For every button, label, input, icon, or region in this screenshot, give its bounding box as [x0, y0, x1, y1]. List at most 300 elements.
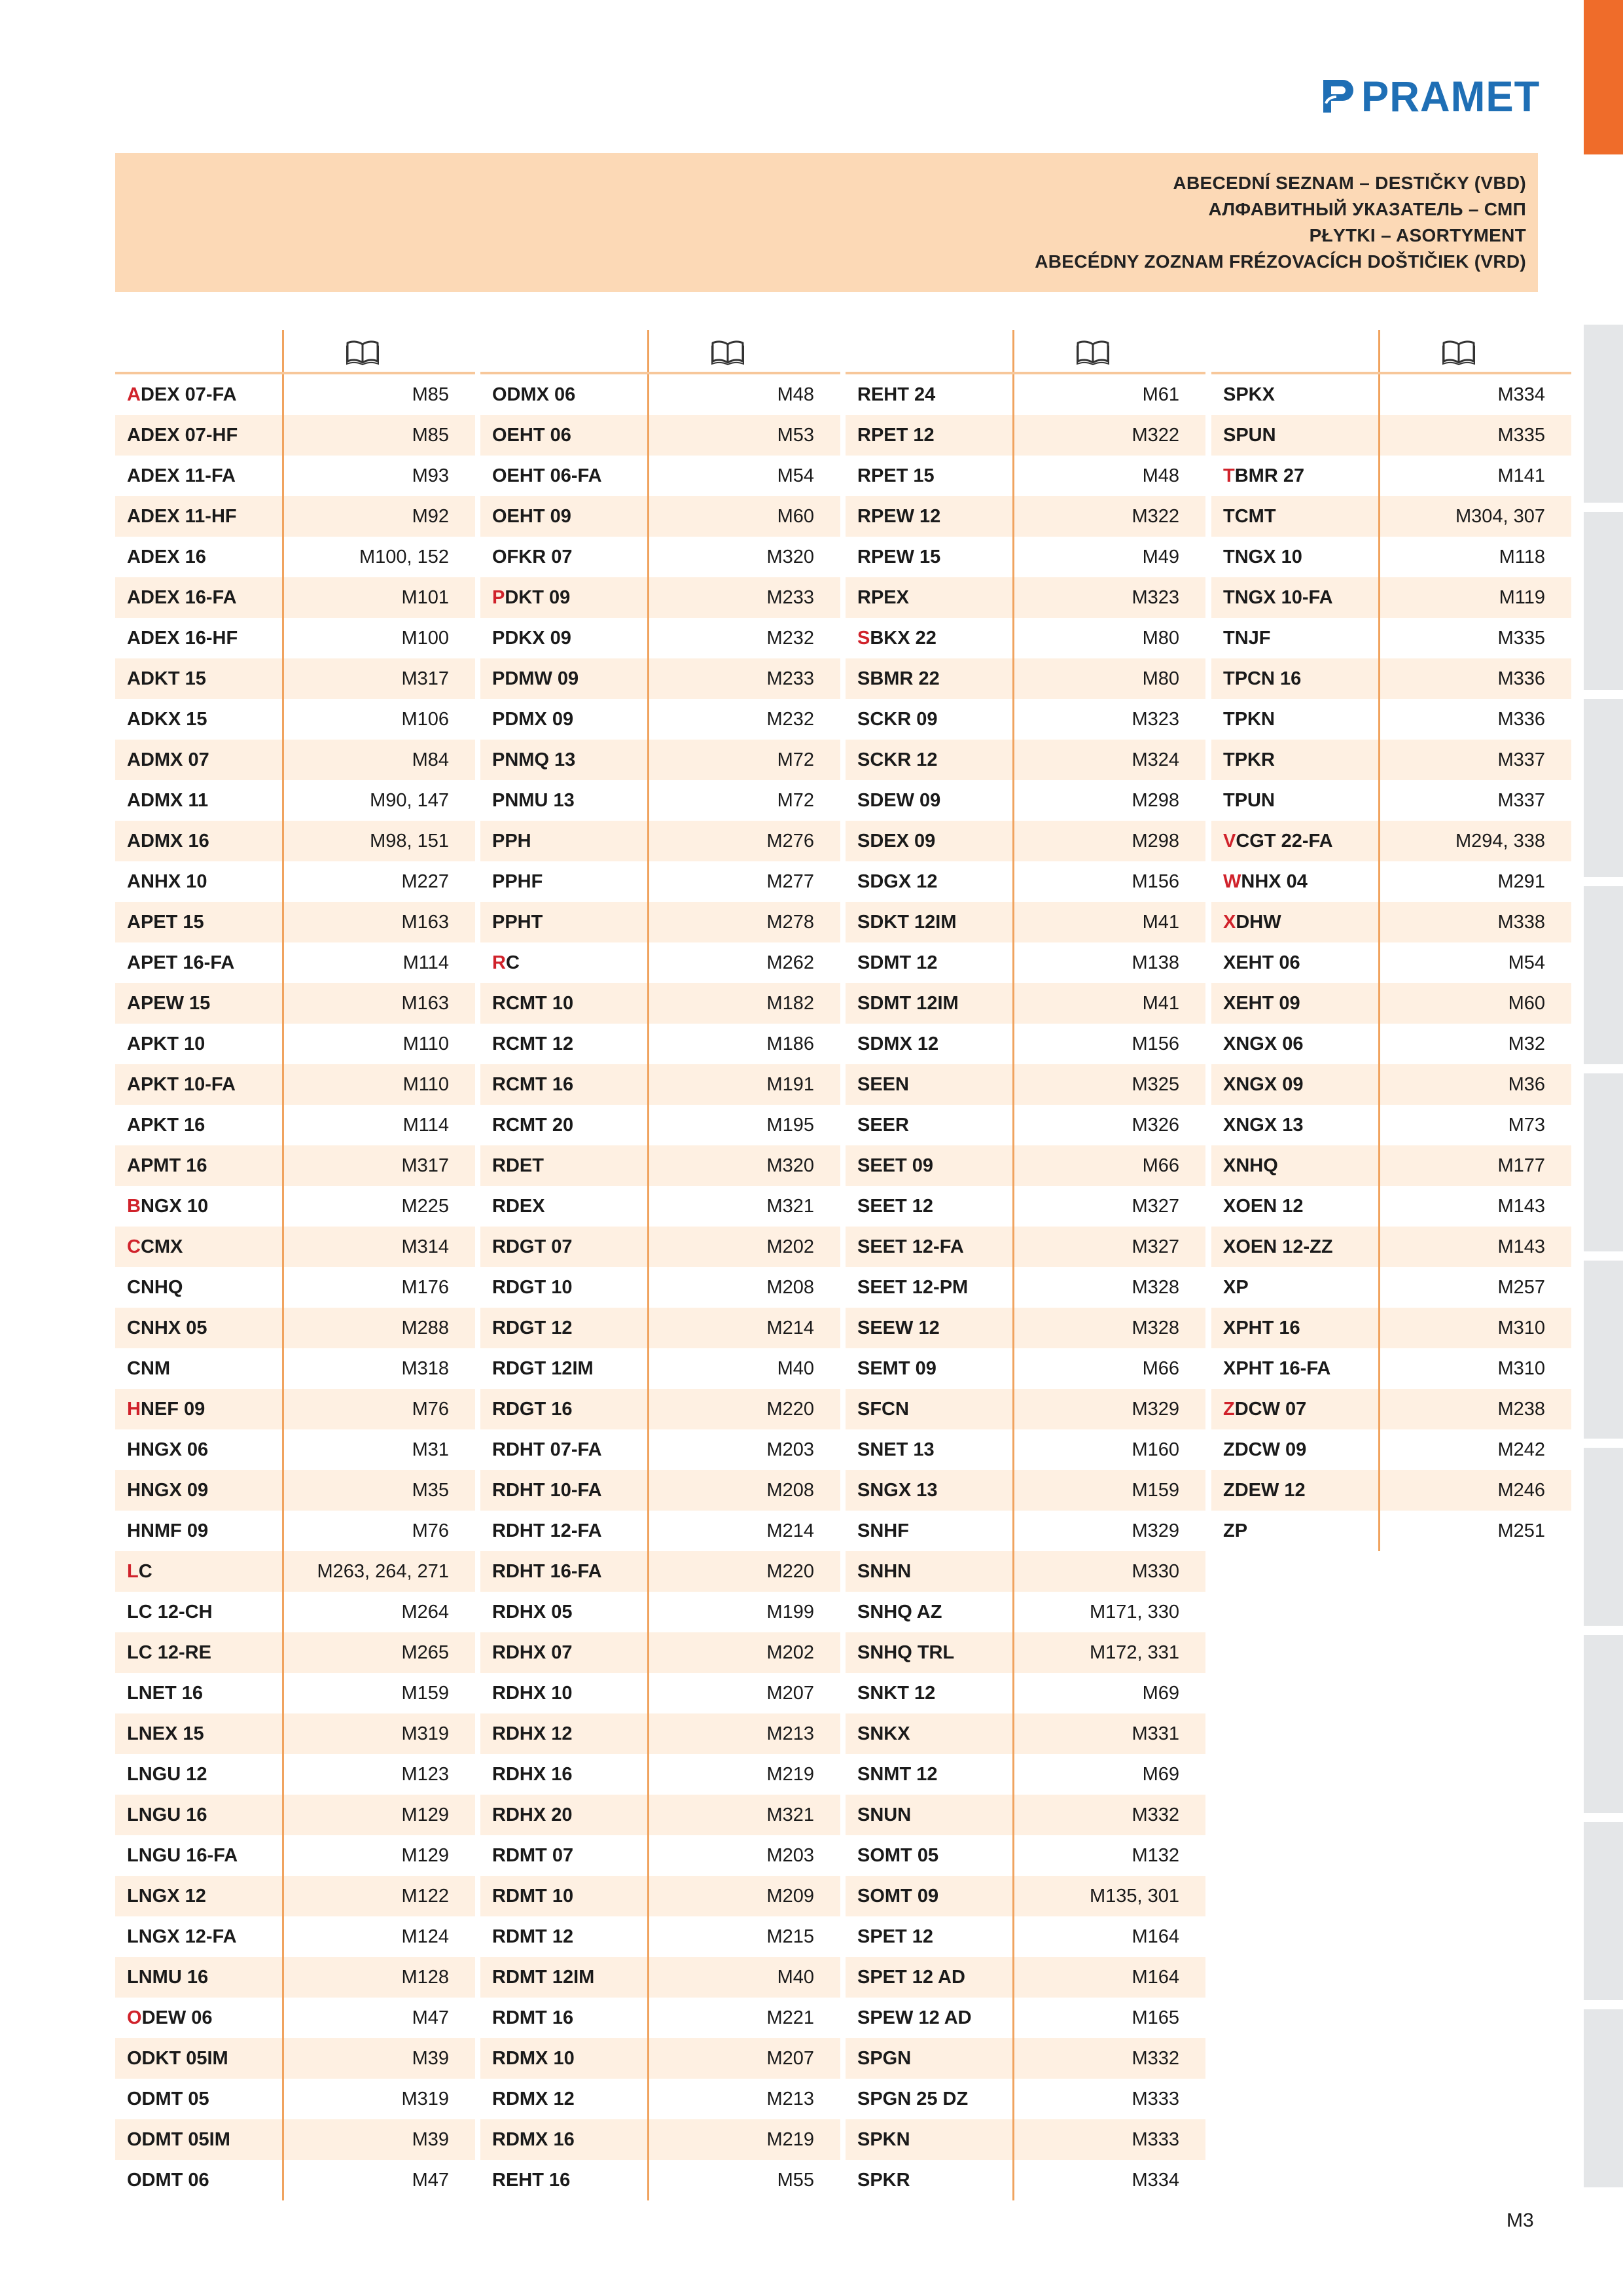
index-row: [115, 577, 475, 618]
insert-code: SDEW 09: [857, 789, 941, 811]
index-row: [480, 1470, 840, 1511]
index-row: [480, 1835, 840, 1876]
index-row: [480, 1267, 840, 1308]
catalog-page-ref: M163: [401, 992, 449, 1014]
index-row: [480, 1998, 840, 2038]
catalog-page-ref: M238: [1497, 1398, 1545, 1420]
catalog-page-ref: M100: [401, 627, 449, 649]
index-row: [480, 1592, 840, 1632]
insert-code: PPHF: [492, 870, 543, 892]
insert-code: PPH: [492, 830, 531, 852]
insert-code: CNHX 05: [127, 1317, 207, 1338]
catalog-page-ref: M98, 151: [370, 830, 449, 852]
insert-code: SDKT 12IM: [857, 911, 957, 933]
insert-code: SNUN: [857, 1804, 912, 1825]
catalog-page-ref: M214: [766, 1520, 814, 1541]
insert-code: APKT 10: [127, 1033, 205, 1054]
insert-code: SNHQ AZ: [857, 1601, 942, 1623]
insert-code: SNKT 12: [857, 1682, 936, 1704]
insert-code: [115, 2007, 282, 2029]
index-row: [480, 1186, 840, 1227]
insert-code: TPKN: [1223, 708, 1275, 730]
insert-code: APET 16-FA: [127, 952, 235, 973]
insert-code: RDMT 10: [492, 1885, 574, 1907]
index-row: [1211, 942, 1571, 983]
index-row: [846, 537, 1205, 577]
catalog-page-ref: M324: [1132, 749, 1179, 770]
index-row: [480, 577, 840, 618]
index-row: [480, 780, 840, 821]
catalog-page-ref: M128: [401, 1966, 449, 1988]
index-row: [846, 1957, 1205, 1998]
catalog-page-ref: M233: [766, 586, 814, 608]
insert-code: APET 15: [127, 911, 204, 933]
insert-code: ADEX 11-FA: [127, 465, 236, 486]
catalog-page-ref: M186: [766, 1033, 814, 1054]
insert-code-rest: CGT 22-FA: [1236, 830, 1333, 852]
catalog-page-ref: M53: [777, 424, 814, 446]
index-row: [846, 2079, 1205, 2119]
insert-code: OEHT 06: [492, 424, 571, 446]
catalog-page-ref: M132: [1132, 1844, 1179, 1866]
letter-initial: R: [492, 952, 506, 973]
insert-code: LNGX 12: [127, 1885, 206, 1907]
index-row: [1211, 577, 1571, 618]
insert-code: HNMF 09: [127, 1520, 209, 1541]
index-row: [1211, 1429, 1571, 1470]
catalog-page-ref: M327: [1132, 1195, 1179, 1217]
insert-code-rest: DKT 09: [505, 586, 571, 608]
catalog-page-ref: M336: [1497, 708, 1545, 730]
index-row: [115, 456, 475, 496]
catalog-page-ref: M39: [412, 2128, 449, 2150]
index-row: [1211, 1105, 1571, 1145]
catalog-page-ref: M122: [401, 1885, 449, 1907]
index-row: [480, 1957, 840, 1998]
catalog-page-ref: M69: [1142, 1682, 1179, 1704]
index-row: [115, 1105, 475, 1145]
catalog-page-ref: M72: [777, 749, 814, 770]
index-row: [115, 2160, 475, 2200]
index-rows: [115, 374, 475, 2200]
insert-code: ODMT 06: [127, 2169, 209, 2191]
index-row: [846, 1795, 1205, 1835]
catalog-page-ref: M209: [766, 1885, 814, 1907]
insert-code: XPHT 16: [1223, 1317, 1300, 1338]
insert-code: [115, 384, 282, 406]
insert-code: OEHT 06-FA: [492, 465, 602, 486]
insert-code: SOMT 09: [857, 1885, 939, 1907]
insert-code: SDEX 09: [857, 830, 936, 852]
catalog-page-ref: M338: [1497, 911, 1545, 933]
insert-code: TPKR: [1223, 749, 1275, 770]
index-row: [1211, 902, 1571, 942]
insert-code: TNGX 10: [1223, 546, 1302, 567]
chapter-tab-active: [1584, 0, 1623, 154]
index-row: [115, 1551, 475, 1592]
chapter-tab: [1584, 694, 1623, 877]
catalog-page-ref: M278: [766, 911, 814, 933]
letter-initial: T: [1223, 465, 1235, 486]
insert-code-rest: DCW 07: [1234, 1398, 1307, 1420]
insert-code: RDMX 12: [492, 2088, 575, 2109]
insert-code: RPEX: [857, 586, 909, 608]
catalog-page-ref: M76: [412, 1398, 449, 1420]
insert-code: SNET 13: [857, 1439, 935, 1460]
index-row: [480, 1308, 840, 1348]
catalog-page-ref: M317: [401, 1155, 449, 1176]
insert-code: SBMR 22: [857, 668, 940, 689]
catalog-page-ref: M164: [1132, 1926, 1179, 1947]
book-icon: [1076, 339, 1110, 365]
insert-code: RDHX 07: [492, 1641, 573, 1663]
insert-code: ADKT 15: [127, 668, 206, 689]
index-row: [480, 1795, 840, 1835]
index-row: [1211, 658, 1571, 699]
catalog-page-ref: M41: [1142, 992, 1179, 1014]
letter-initial: Z: [1223, 1398, 1235, 1420]
index-row: [846, 1998, 1205, 2038]
index-row: [1211, 1024, 1571, 1064]
insert-code: PDKX 09: [492, 627, 571, 649]
catalog-page-ref: M331: [1132, 1723, 1179, 1744]
index-row: [480, 1429, 840, 1470]
insert-code-rest: DEX 07-FA: [140, 384, 237, 405]
index-row: [480, 942, 840, 983]
index-row: [115, 861, 475, 902]
insert-code: LNGX 12-FA: [127, 1926, 237, 1947]
catalog-page-ref: M118: [1499, 546, 1545, 567]
catalog-page-ref: M333: [1132, 2088, 1179, 2109]
index-row: [480, 415, 840, 456]
insert-code: LNEX 15: [127, 1723, 204, 1744]
index-row: [115, 1024, 475, 1064]
index-row: [846, 1592, 1205, 1632]
insert-code: SEEN: [857, 1073, 909, 1095]
catalog-page-ref: M92: [412, 505, 449, 527]
catalog-page-ref: M310: [1497, 1317, 1545, 1338]
catalog-page-ref: M220: [766, 1560, 814, 1582]
index-row: [115, 496, 475, 537]
catalog-page-ref: M323: [1132, 708, 1179, 730]
index-row: [115, 1916, 475, 1957]
index-row: [480, 496, 840, 537]
insert-code-rest: CMX: [140, 1236, 183, 1257]
catalog-page-ref: M177: [1497, 1155, 1545, 1176]
insert-code: [1211, 465, 1378, 487]
index-row: [846, 2160, 1205, 2200]
insert-code: REHT 16: [492, 2169, 571, 2191]
insert-code: RDMT 07: [492, 1844, 574, 1866]
index-row: [115, 415, 475, 456]
catalog-page-ref: M319: [401, 1723, 449, 1744]
insert-code: ODMT 05: [127, 2088, 209, 2109]
catalog-page-ref: M332: [1132, 1804, 1179, 1825]
catalog-page-ref: M332: [1132, 2047, 1179, 2069]
index-row: [115, 1389, 475, 1429]
catalog-page-ref: M110: [402, 1033, 449, 1054]
index-row: [480, 1916, 840, 1957]
catalog-page-ref: M164: [1132, 1966, 1179, 1988]
catalog-page-ref: M257: [1497, 1276, 1545, 1298]
catalog-page-ref: M294, 338: [1455, 830, 1545, 852]
catalog-page-ref: M199: [766, 1601, 814, 1623]
index-row: [115, 1713, 475, 1754]
insert-code: TNJF: [1223, 627, 1271, 649]
catalog-page-ref: M156: [1132, 1033, 1179, 1054]
index-row: [115, 821, 475, 861]
catalog-page-ref: M143: [1497, 1236, 1545, 1257]
catalog-page-ref: M106: [401, 708, 449, 730]
index-row: [115, 618, 475, 658]
catalog-page-ref: M333: [1132, 2128, 1179, 2150]
index-row: [846, 1916, 1205, 1957]
column-header: [846, 330, 1205, 374]
index-row: [115, 1308, 475, 1348]
index-rows: [846, 374, 1205, 2200]
insert-code: RDGT 16: [492, 1398, 573, 1420]
pramet-logo-mark-icon: [1321, 77, 1355, 115]
index-row: [1211, 983, 1571, 1024]
insert-code: XNGX 06: [1223, 1033, 1304, 1054]
index-row: [1211, 415, 1571, 456]
index-row: [115, 1795, 475, 1835]
chapter-tab: [1584, 1443, 1623, 1626]
index-row: [115, 902, 475, 942]
insert-code: OFKR 07: [492, 546, 573, 567]
catalog-page-ref: M327: [1132, 1236, 1179, 1257]
index-row: [115, 699, 475, 740]
index-row: [846, 1348, 1205, 1389]
index-row: [480, 658, 840, 699]
index-row: [115, 1348, 475, 1389]
catalog-page-ref: M159: [401, 1682, 449, 1704]
index-row: [115, 1673, 475, 1713]
index-row: [1211, 374, 1571, 415]
insert-code: APKT 10-FA: [127, 1073, 236, 1095]
column-divider: [1012, 330, 1014, 372]
insert-code: [1211, 871, 1378, 893]
catalog-page-ref: M90, 147: [370, 789, 449, 811]
insert-code: RPET 12: [857, 424, 935, 446]
index-row: [115, 537, 475, 577]
index-row: [846, 1267, 1205, 1308]
insert-code: RDGT 07: [492, 1236, 573, 1257]
insert-code: RCMT 12: [492, 1033, 574, 1054]
index-row: [115, 2079, 475, 2119]
insert-code: LC 12-CH: [127, 1601, 213, 1623]
catalog-page-ref: M41: [1142, 911, 1179, 933]
insert-code: SPET 12: [857, 1926, 934, 1947]
catalog-page-ref: M242: [1497, 1439, 1545, 1460]
catalog-page-ref: M176: [401, 1276, 449, 1298]
index-row: [846, 1429, 1205, 1470]
column-divider: [1378, 330, 1380, 372]
letter-initial: H: [127, 1398, 141, 1420]
insert-code: XEHT 09: [1223, 992, 1300, 1014]
column-header: [1211, 330, 1571, 374]
index-row: [846, 1835, 1205, 1876]
insert-code: SNHF: [857, 1520, 909, 1541]
index-row: [480, 902, 840, 942]
insert-code: ADEX 16: [127, 546, 206, 567]
index-row: [115, 780, 475, 821]
index-row: [480, 1551, 840, 1592]
catalog-page-ref: M171, 330: [1089, 1601, 1179, 1623]
index-row: [480, 861, 840, 902]
insert-code: ADEX 11-HF: [127, 505, 237, 527]
insert-code: SOMT 05: [857, 1844, 939, 1866]
insert-code-rest: C: [505, 952, 520, 973]
catalog-page-ref: M203: [766, 1844, 814, 1866]
catalog-page-ref: M319: [401, 2088, 449, 2109]
page-number: M3: [1507, 2210, 1534, 2231]
insert-code: RDMT 12: [492, 1926, 574, 1947]
index-row: [1211, 1267, 1571, 1308]
catalog-page-ref: M66: [1142, 1155, 1179, 1176]
catalog-page-ref: M318: [401, 1357, 449, 1379]
index-row: [115, 1835, 475, 1876]
index-row: [1211, 537, 1571, 577]
insert-code: RDHX 10: [492, 1682, 573, 1704]
insert-code: ADMX 16: [127, 830, 209, 852]
catalog-page-ref: M225: [401, 1195, 449, 1217]
catalog-page-ref: M304, 307: [1455, 505, 1545, 527]
index-row: [1211, 1470, 1571, 1511]
index-row: [480, 983, 840, 1024]
index-row: [115, 983, 475, 1024]
index-row: [115, 1145, 475, 1186]
catalog-page-ref: M337: [1497, 749, 1545, 770]
catalog-page-ref: M208: [766, 1276, 814, 1298]
insert-code: ZDEW 12: [1223, 1479, 1306, 1501]
pramet-logo-text: PRAMET: [1361, 72, 1541, 120]
index-row: [846, 456, 1205, 496]
insert-code: [1211, 831, 1378, 852]
index-row: [846, 1389, 1205, 1429]
catalog-page-ref: M219: [766, 2128, 814, 2150]
insert-code: ODMT 05IM: [127, 2128, 230, 2150]
catalog-page-ref: M123: [401, 1763, 449, 1785]
insert-code: [480, 952, 647, 974]
catalog-page-ref: M191: [766, 1073, 814, 1095]
letter-initial: P: [492, 586, 505, 608]
insert-code: ODKT 05IM: [127, 2047, 228, 2069]
index-row: [846, 1105, 1205, 1145]
chapter-tab: [1584, 1630, 1623, 1813]
catalog-page-ref: M163: [401, 911, 449, 933]
index-row: [1211, 618, 1571, 658]
insert-code: TPUN: [1223, 789, 1275, 811]
catalog-page-ref: M69: [1142, 1763, 1179, 1785]
catalog-page-ref: M129: [401, 1844, 449, 1866]
letter-initial: C: [127, 1236, 141, 1257]
catalog-page-ref: M328: [1132, 1317, 1179, 1338]
index-row: [846, 942, 1205, 983]
index-row: [846, 699, 1205, 740]
index-row: [115, 1876, 475, 1916]
insert-code: ADMX 07: [127, 749, 209, 770]
catalog-page-ref: M73: [1508, 1114, 1545, 1136]
letter-initial: X: [1223, 911, 1236, 933]
catalog-page-ref: M182: [766, 992, 814, 1014]
column-divider: [647, 374, 649, 2200]
insert-code: HNGX 09: [127, 1479, 209, 1501]
index-row: [846, 821, 1205, 861]
catalog-page-ref: M110: [402, 1073, 449, 1095]
catalog-page-ref: M213: [766, 1723, 814, 1744]
letter-initial: O: [127, 2007, 142, 2028]
index-row: [115, 1511, 475, 1551]
title-czech: ABECEDNÍ SEZNAM – DESTIČKY (VBD): [1173, 173, 1526, 193]
catalog-page-ref: M322: [1132, 424, 1179, 446]
index-row: [480, 1348, 840, 1389]
insert-code: ANHX 10: [127, 870, 207, 892]
insert-code: PDMW 09: [492, 668, 579, 689]
insert-code: ADEX 07-HF: [127, 424, 238, 446]
index-row: [480, 2119, 840, 2160]
catalog-page-ref: M84: [412, 749, 449, 770]
catalog-page-ref: M202: [766, 1641, 814, 1663]
index-row: [115, 1957, 475, 1998]
index-row: [846, 1876, 1205, 1916]
index-row: [480, 2079, 840, 2119]
index-row: [846, 780, 1205, 821]
catalog-page-ref: M80: [1142, 627, 1179, 649]
insert-code: RDMT 16: [492, 2007, 574, 2028]
index-row: [480, 2160, 840, 2200]
letter-initial: S: [857, 627, 870, 649]
insert-code: RDMX 10: [492, 2047, 575, 2069]
catalog-page-ref: M47: [412, 2169, 449, 2191]
chapter-tab: [1584, 1255, 1623, 1439]
insert-code: OEHT 09: [492, 505, 571, 527]
insert-code: SPKN: [857, 2128, 910, 2150]
index-row: [480, 699, 840, 740]
catalog-page-ref: M72: [777, 789, 814, 811]
insert-code-rest: BKX 22: [870, 627, 936, 649]
index-row: [846, 618, 1205, 658]
letter-initial: W: [1223, 870, 1241, 892]
catalog-page-ref: M119: [1499, 586, 1545, 608]
insert-code: XOEN 12-ZZ: [1223, 1236, 1333, 1257]
index-column: [480, 330, 840, 2200]
index-row: [1211, 1186, 1571, 1227]
insert-code: HNGX 06: [127, 1439, 209, 1460]
index-row: [480, 1876, 840, 1916]
insert-code: SPKX: [1223, 384, 1275, 405]
index-row: [846, 2038, 1205, 2079]
insert-code: SEET 12-FA: [857, 1236, 964, 1257]
column-divider: [282, 374, 284, 2200]
insert-code: [115, 1561, 282, 1583]
book-icon: [346, 339, 380, 365]
index-row: [115, 1227, 475, 1267]
index-column: [115, 330, 475, 2200]
catalog-page-ref: M124: [401, 1926, 449, 1947]
chapter-tab: [1584, 2004, 1623, 2187]
catalog-page-ref: M298: [1132, 830, 1179, 852]
index-row: [115, 658, 475, 699]
insert-code: XNHQ: [1223, 1155, 1278, 1176]
insert-code: RPEW 15: [857, 546, 941, 567]
catalog-page-ref: M330: [1132, 1560, 1179, 1582]
insert-code: ADKX 15: [127, 708, 207, 730]
catalog-page-ref: M55: [777, 2169, 814, 2191]
insert-code: SPKR: [857, 2169, 910, 2191]
catalog-page-ref: M288: [401, 1317, 449, 1338]
index-row: [115, 1429, 475, 1470]
